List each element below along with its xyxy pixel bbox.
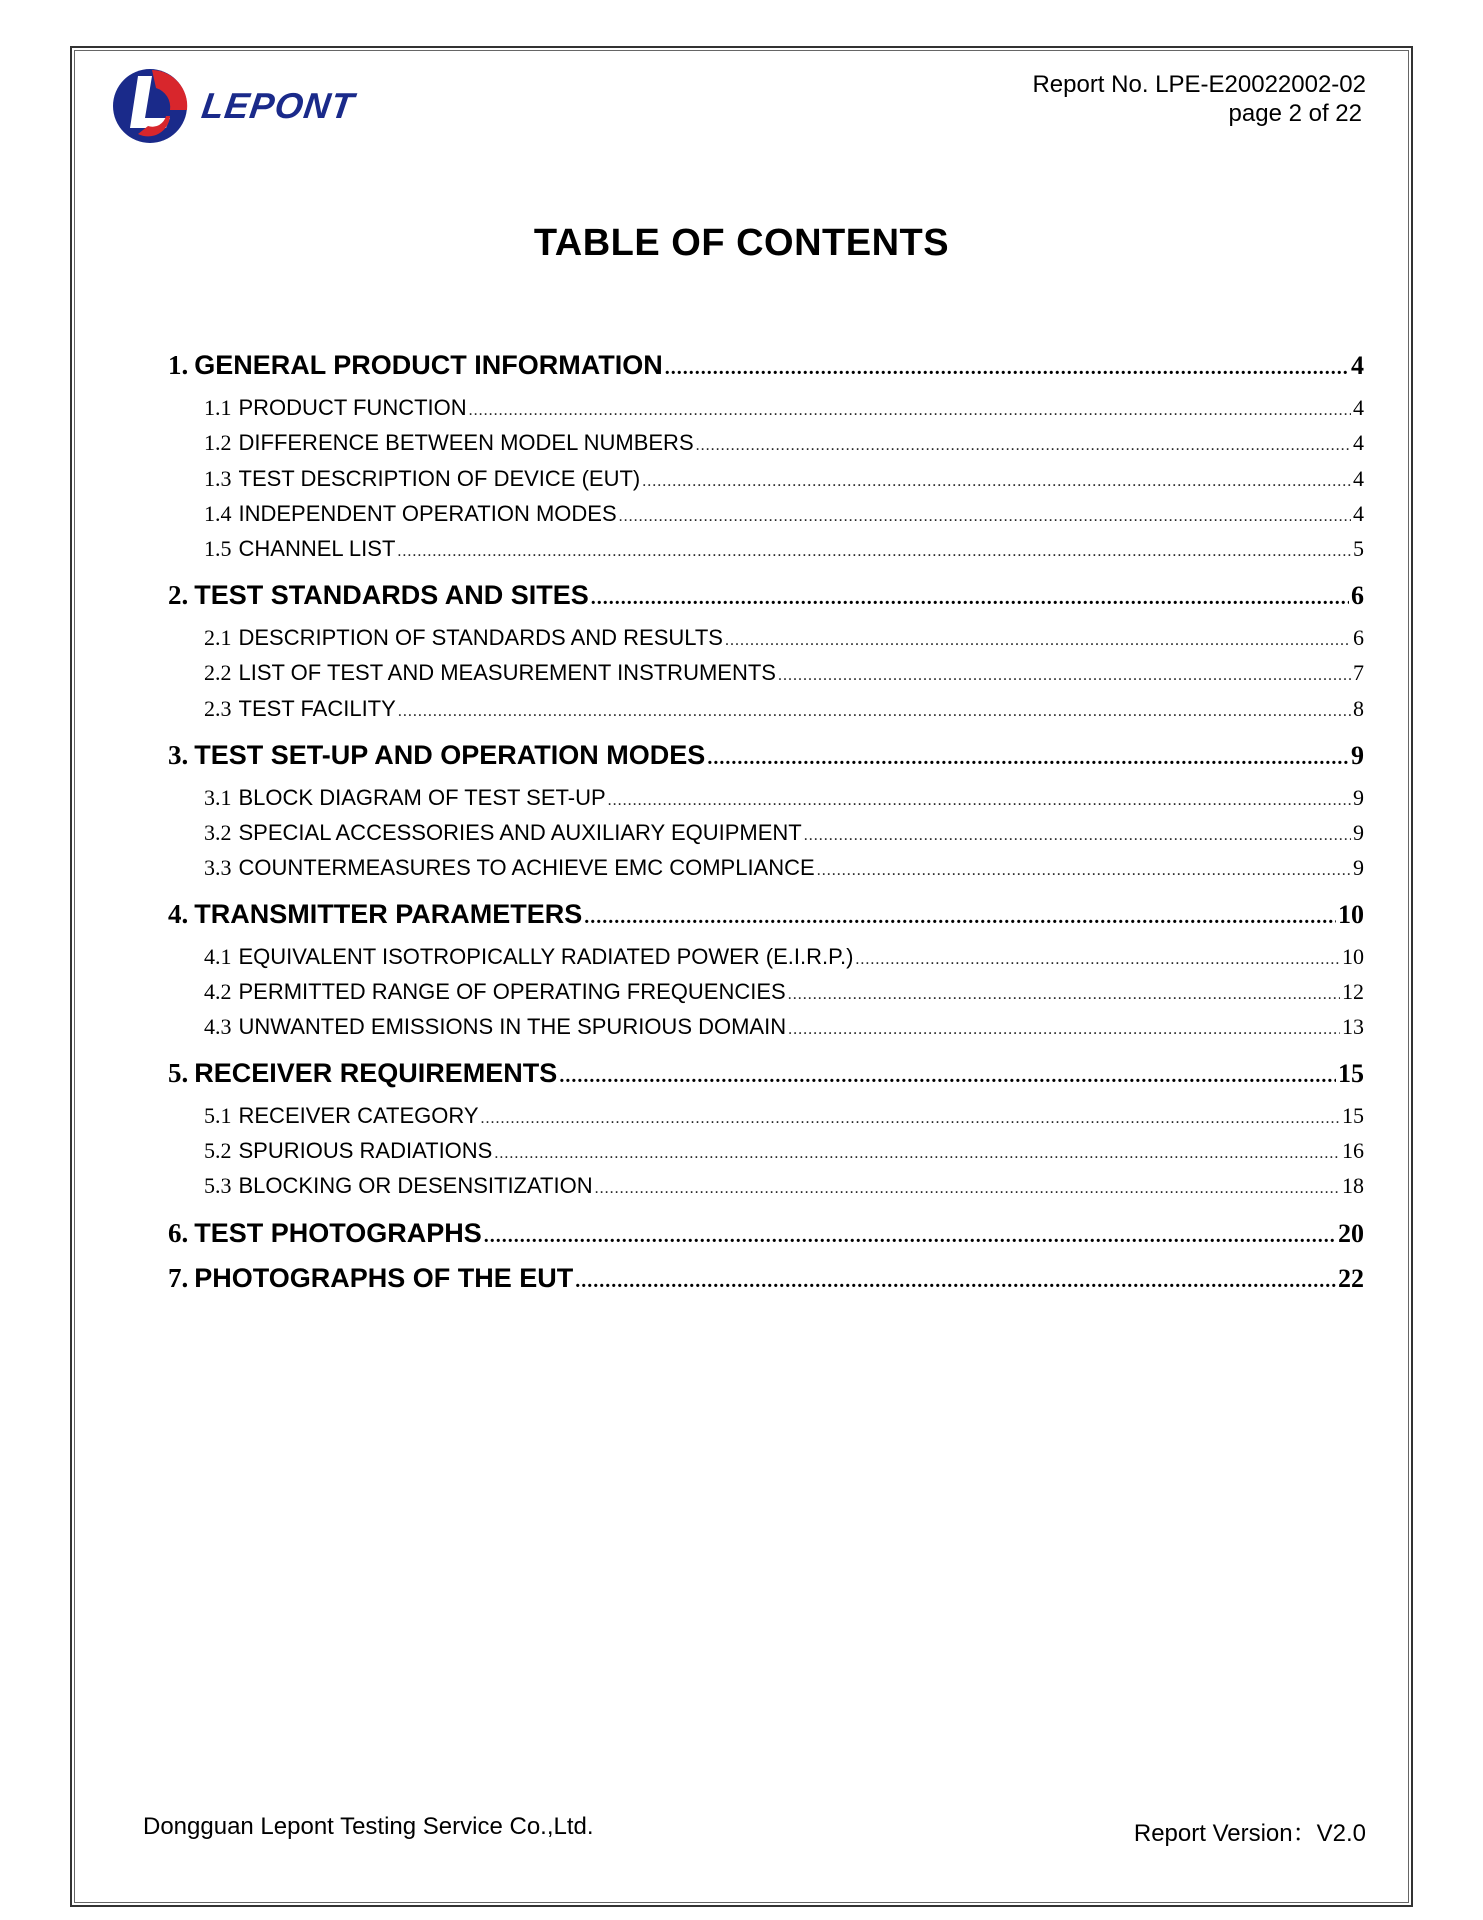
toc-dot-leader bbox=[494, 1145, 1340, 1163]
toc-page-number: 9 bbox=[1353, 785, 1364, 810]
toc-entry-title: TEST FACILITY bbox=[238, 696, 396, 721]
toc-page-number: 4 bbox=[1353, 430, 1364, 455]
toc-dot-leader bbox=[696, 437, 1351, 455]
toc-entry-title: COUNTERMEASURES TO ACHIEVE EMC COMPLIANCE bbox=[238, 855, 815, 880]
toc-entry-title: TEST PHOTOGRAPHS bbox=[194, 1218, 482, 1248]
toc-subsection-row[interactable] bbox=[204, 1138, 1364, 1164]
toc-entry-number: 5.3 bbox=[204, 1173, 232, 1198]
toc-entry-number: 3. bbox=[168, 740, 189, 770]
toc-entry-title: GENERAL PRODUCT INFORMATION bbox=[194, 350, 663, 380]
toc-entry-title: BLOCKING OR DESENSITIZATION bbox=[238, 1173, 593, 1198]
toc-page-number: 16 bbox=[1342, 1138, 1364, 1163]
toc-page-number: 15 bbox=[1342, 1103, 1364, 1128]
toc-entry-title: BLOCK DIAGRAM OF TEST SET-UP bbox=[238, 785, 606, 810]
toc-dot-leader bbox=[804, 827, 1351, 845]
toc-page-number: 13 bbox=[1342, 1014, 1364, 1039]
toc-section-row[interactable] bbox=[168, 350, 1364, 381]
toc-subsection-row[interactable] bbox=[204, 430, 1364, 456]
toc-dot-leader bbox=[397, 543, 1351, 561]
toc-page-number: 4 bbox=[1353, 501, 1364, 526]
toc-subsection-row[interactable] bbox=[204, 820, 1364, 846]
toc-page-number: 12 bbox=[1342, 979, 1364, 1004]
toc-dot-leader bbox=[559, 1065, 1336, 1088]
toc-entry-title: DESCRIPTION OF STANDARDS AND RESULTS bbox=[238, 625, 723, 650]
toc-section-row[interactable] bbox=[168, 899, 1364, 930]
toc-entry-number: 7. bbox=[168, 1263, 189, 1293]
toc-page-number: 4 bbox=[1351, 351, 1364, 380]
toc-entry-title: RECEIVER REQUIREMENTS bbox=[194, 1058, 558, 1088]
toc-page-number: 20 bbox=[1338, 1219, 1364, 1248]
toc-entry-title: CHANNEL LIST bbox=[238, 536, 396, 561]
toc-entry-number: 4.2 bbox=[204, 979, 232, 1004]
toc-entry-title: LIST OF TEST AND MEASUREMENT INSTRUMENTS bbox=[238, 660, 776, 685]
toc-entry-number: 5. bbox=[168, 1058, 189, 1088]
toc-entry-number: 5.2 bbox=[204, 1138, 232, 1163]
toc-section-row[interactable] bbox=[168, 1058, 1364, 1089]
toc-dot-leader bbox=[817, 862, 1351, 880]
toc-dot-leader bbox=[484, 1225, 1336, 1248]
toc-entry-title: SPURIOUS RADIATIONS bbox=[238, 1138, 493, 1163]
toc-dot-leader bbox=[591, 587, 1349, 610]
toc-entry-number: 2. bbox=[168, 580, 189, 610]
toc-entry-number: 1. bbox=[168, 350, 189, 380]
toc-entry-number: 3.2 bbox=[204, 820, 232, 845]
toc-entry-title: RECEIVER CATEGORY bbox=[238, 1103, 479, 1128]
logo-text: LEPONT bbox=[199, 85, 357, 126]
toc-section-row[interactable] bbox=[168, 1263, 1364, 1294]
toc-dot-leader bbox=[584, 906, 1336, 929]
toc-entry-number: 4.3 bbox=[204, 1014, 232, 1039]
toc-dot-leader bbox=[788, 1021, 1340, 1039]
toc-entry-number: 2.3 bbox=[204, 696, 232, 721]
toc-page-number: 4 bbox=[1353, 395, 1364, 420]
page-frame-inner bbox=[74, 50, 1409, 1903]
page-title: TABLE OF CONTENTS bbox=[533, 222, 950, 264]
toc-page-number: 22 bbox=[1338, 1264, 1364, 1293]
toc-entry-title: TRANSMITTER PARAMETERS bbox=[194, 899, 583, 929]
footer-version: Report Version：V2.0 bbox=[1133, 1820, 1366, 1847]
toc-dot-leader bbox=[778, 667, 1351, 685]
toc-page-number: 18 bbox=[1342, 1173, 1364, 1198]
toc-entry-number: 1.2 bbox=[204, 430, 232, 455]
toc-dot-leader bbox=[398, 703, 1351, 721]
toc-dot-leader bbox=[642, 473, 1351, 491]
toc-dot-leader bbox=[575, 1270, 1336, 1293]
toc-page-number: 4 bbox=[1353, 466, 1364, 491]
toc-dot-leader bbox=[855, 951, 1340, 969]
toc-entry-number: 1.1 bbox=[204, 395, 232, 420]
toc-entry-number: 1.4 bbox=[204, 501, 232, 526]
toc-entry-number: 6. bbox=[168, 1218, 189, 1248]
toc-subsection-row[interactable] bbox=[204, 1014, 1364, 1040]
toc-subsection-row[interactable] bbox=[204, 785, 1364, 811]
lepont-logo-icon bbox=[108, 66, 194, 146]
page-number: page 2 of 22 bbox=[1228, 100, 1362, 127]
toc-subsection-row[interactable] bbox=[204, 1173, 1364, 1199]
toc-page-number: 7 bbox=[1353, 660, 1364, 685]
toc-page-number: 6 bbox=[1351, 581, 1364, 610]
toc-entry-title: EQUIVALENT ISOTROPICALLY RADIATED POWER (E.I.R.P.) bbox=[238, 944, 854, 969]
toc-subsection-row[interactable] bbox=[204, 696, 1364, 722]
footer-company: Dongguan Lepont Testing Service Co.,Ltd. bbox=[143, 1813, 594, 1840]
toc-dot-leader bbox=[481, 1110, 1340, 1128]
toc-entry-number: 3.3 bbox=[204, 855, 232, 880]
toc-dot-leader bbox=[608, 792, 1351, 810]
report-number: Report No. LPE-E20022002-02 bbox=[1032, 71, 1366, 98]
toc-entry-title: TEST SET-UP AND OPERATION MODES bbox=[194, 740, 706, 770]
toc-entry-number: 4.1 bbox=[204, 944, 232, 969]
toc-entry-title: PHOTOGRAPHS OF THE EUT bbox=[194, 1263, 574, 1293]
toc-section-row[interactable] bbox=[168, 1218, 1364, 1249]
toc-entry-title: TEST DESCRIPTION OF DEVICE (EUT) bbox=[238, 466, 641, 491]
toc-page-number: 9 bbox=[1353, 855, 1364, 880]
toc-subsection-row[interactable] bbox=[204, 1103, 1364, 1129]
toc-subsection-row[interactable] bbox=[204, 979, 1364, 1005]
toc-subsection-row[interactable] bbox=[204, 466, 1364, 492]
toc-entry-title: TEST STANDARDS AND SITES bbox=[194, 580, 589, 610]
toc-dot-leader bbox=[619, 508, 1351, 526]
toc-page-number: 6 bbox=[1353, 625, 1364, 650]
toc-dot-leader bbox=[469, 402, 1351, 420]
toc-subsection-row[interactable] bbox=[204, 536, 1364, 562]
toc-entry-number: 1.5 bbox=[204, 536, 232, 561]
toc-entry-number: 2.2 bbox=[204, 660, 232, 685]
toc-section-row[interactable] bbox=[168, 740, 1364, 771]
toc-entry-title: UNWANTED EMISSIONS IN THE SPURIOUS DOMAIN bbox=[238, 1014, 787, 1039]
toc-entry-title: SPECIAL ACCESSORIES AND AUXILIARY EQUIPMENT bbox=[238, 820, 802, 845]
toc-entry-number: 1.3 bbox=[204, 466, 232, 491]
toc-page-number: 9 bbox=[1351, 741, 1364, 770]
toc-page-number: 10 bbox=[1342, 944, 1364, 969]
toc-page-number: 15 bbox=[1338, 1059, 1364, 1088]
toc-entry-title: PERMITTED RANGE OF OPERATING FREQUENCIES bbox=[238, 979, 786, 1004]
lepont-logo bbox=[108, 66, 357, 146]
toc-subsection-row[interactable] bbox=[204, 944, 1364, 970]
toc-entry-number: 4. bbox=[168, 899, 189, 929]
toc-entry-number: 3.1 bbox=[204, 785, 232, 810]
toc-subsection-row[interactable] bbox=[204, 625, 1364, 651]
toc-subsection-row[interactable] bbox=[204, 855, 1364, 881]
toc-subsection-row[interactable] bbox=[204, 501, 1364, 527]
toc-page-number: 8 bbox=[1353, 696, 1364, 721]
toc-entry-title: INDEPENDENT OPERATION MODES bbox=[238, 501, 617, 526]
toc-subsection-row[interactable] bbox=[204, 395, 1364, 421]
toc-page-number: 9 bbox=[1353, 820, 1364, 845]
toc-subsection-row[interactable] bbox=[204, 660, 1364, 686]
toc-page-number: 10 bbox=[1338, 900, 1364, 929]
toc-dot-leader bbox=[665, 357, 1349, 380]
toc-dot-leader bbox=[707, 747, 1349, 770]
toc-page-number: 5 bbox=[1353, 536, 1364, 561]
toc-entry-title: PRODUCT FUNCTION bbox=[238, 395, 467, 420]
toc-entry-number: 2.1 bbox=[204, 625, 232, 650]
toc-dot-leader bbox=[595, 1180, 1340, 1198]
toc-section-row[interactable] bbox=[168, 580, 1364, 611]
toc-dot-leader bbox=[725, 632, 1351, 650]
toc-dot-leader bbox=[788, 986, 1340, 1004]
toc-entry-number: 5.1 bbox=[204, 1103, 232, 1128]
toc-entry-title: DIFFERENCE BETWEEN MODEL NUMBERS bbox=[238, 430, 694, 455]
